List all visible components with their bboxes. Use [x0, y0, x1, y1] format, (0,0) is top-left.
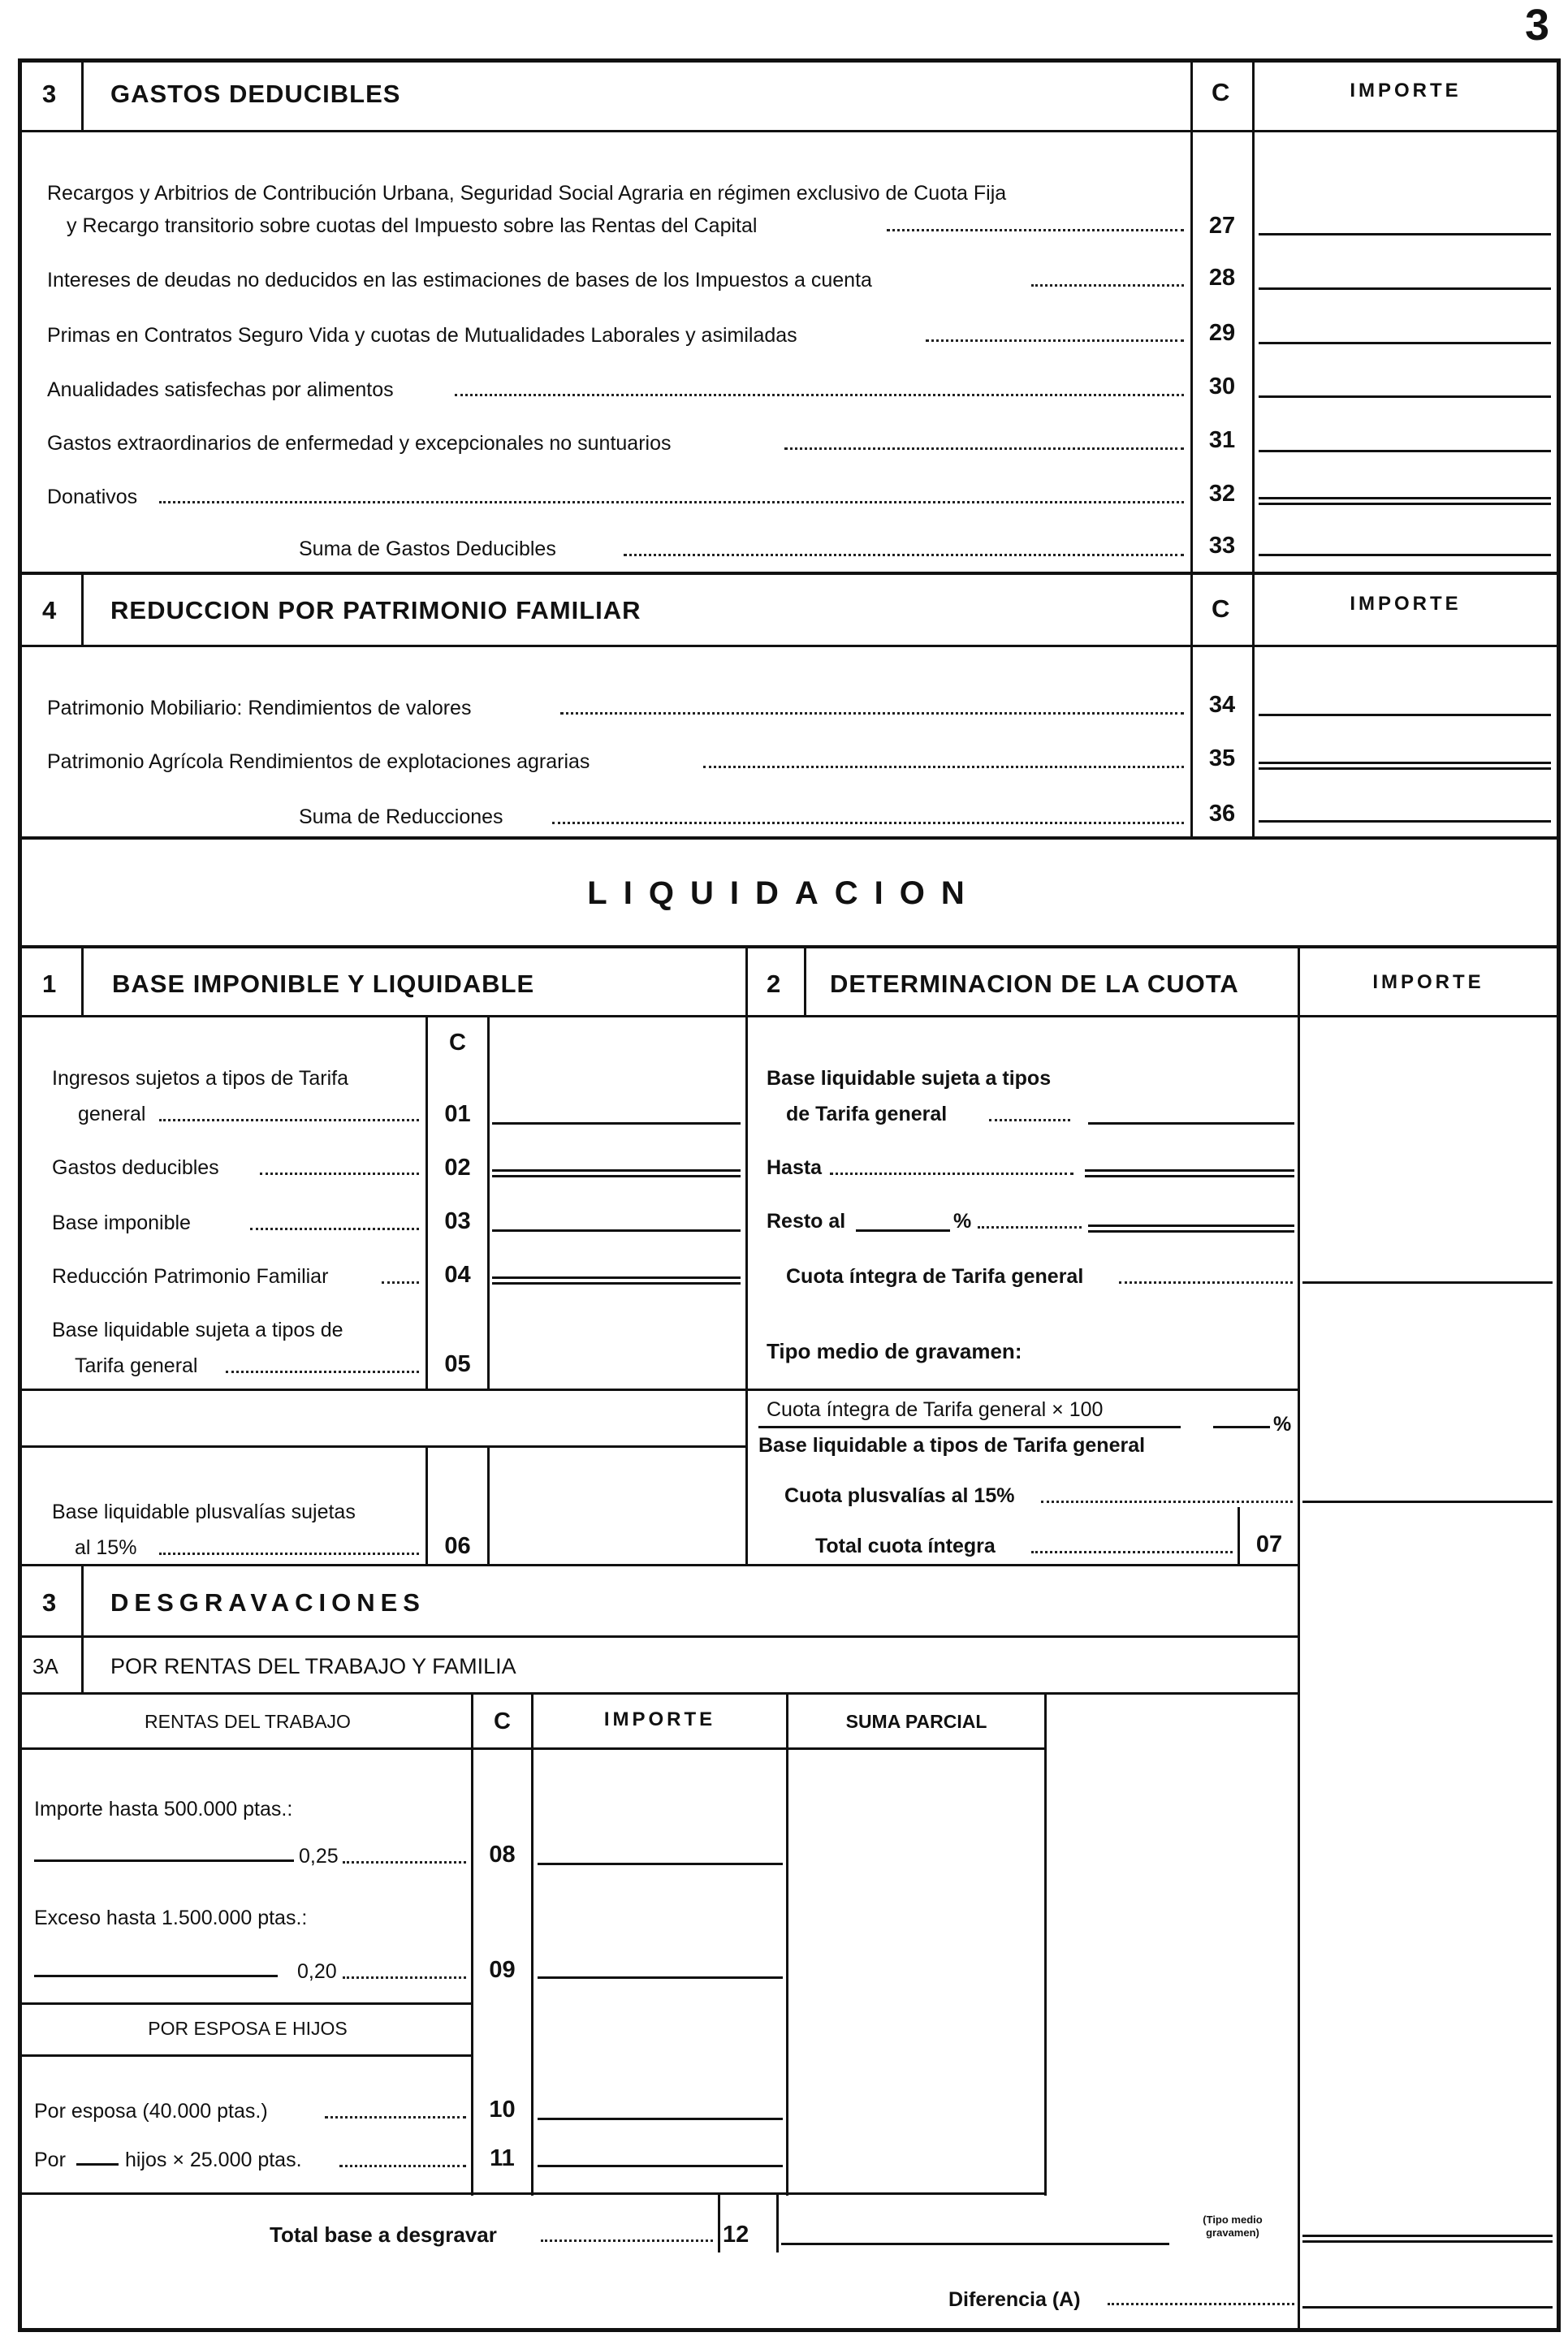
amount-field[interactable] [492, 1276, 741, 1285]
leader-dots [1031, 1551, 1233, 1553]
amount-field[interactable] [1088, 1224, 1294, 1233]
divider [18, 1692, 1299, 1695]
section-title: BASE IMPONIBLE Y LIQUIDABLE [112, 970, 535, 998]
box-code: 04 [444, 1262, 471, 1288]
amount-field[interactable] [538, 1976, 783, 1979]
importe-column-header: IMPORTE [1350, 80, 1462, 102]
row-label: Patrimonio Agrícola Rendimientos de explotaciones agrarias [47, 750, 590, 773]
row-label: Tarifa general [75, 1354, 198, 1377]
divider [531, 1694, 533, 2196]
divider [18, 645, 1561, 647]
divider [425, 1017, 428, 1390]
leader-dots [1108, 2303, 1294, 2305]
fraction-bar [758, 1426, 1181, 1428]
section-number: 2 [767, 970, 782, 998]
frame-left [18, 58, 22, 2332]
fraction-denominator: Base liquidable a tipos de Tarifa general [758, 1434, 1146, 1457]
row-label: Anualidades satisfechas por alimentos [47, 378, 394, 401]
leader-dots [703, 766, 1184, 768]
divider [804, 947, 806, 1017]
importe-column-header: IMPORTE [603, 1708, 716, 1730]
row-label: Por esposa (40.000 ptas.) [34, 2100, 268, 2123]
frame-right [1557, 58, 1561, 2332]
tipo-medio-field[interactable] [1213, 1426, 1270, 1428]
amount-field[interactable] [1302, 2235, 1553, 2243]
code-column-header: C [1212, 594, 1231, 623]
divider [81, 573, 84, 646]
section-number: 1 [42, 970, 58, 998]
row-label: Por [34, 2149, 66, 2171]
divider [18, 572, 1561, 575]
row-label: Reducción Patrimonio Familiar [52, 1265, 329, 1288]
box-code: 31 [1208, 427, 1236, 453]
tipo-medio-label: Tipo medio de gravamen: [767, 1339, 1022, 1363]
row-label: Suma de Reducciones [299, 806, 503, 828]
amount-field[interactable] [1259, 714, 1551, 716]
divider [18, 1015, 1561, 1017]
hasta-label: Hasta [767, 1156, 823, 1179]
hijos-count-field[interactable] [76, 2163, 119, 2166]
tipo-medio-small: (Tipo medio gravamen) [1203, 2214, 1263, 2239]
leader-dots [250, 1228, 419, 1230]
subsection-title: POR RENTAS DEL TRABAJO Y FAMILIA [110, 1654, 516, 1678]
amount-field[interactable] [1259, 450, 1551, 452]
column-header: RENTAS DEL TRABAJO [145, 1711, 351, 1732]
divider [745, 947, 748, 1564]
section-title: DETERMINACION DE LA CUOTA [830, 970, 1239, 998]
leader-dots [339, 2165, 466, 2167]
importe-column-header: IMPORTE [1350, 593, 1462, 615]
box-code: 29 [1208, 320, 1236, 346]
row-label: Gastos deducibles [52, 1156, 219, 1179]
importe-column-header: IMPORTE [1372, 971, 1484, 993]
amount-field[interactable] [1088, 1122, 1294, 1125]
divider [1044, 1694, 1047, 2196]
divider [1298, 947, 1300, 2330]
row-label: Base liquidable sujeta a tipos de [52, 1319, 343, 1341]
row-label: Donativos [47, 486, 138, 508]
factor: 0,20 [297, 1960, 337, 1983]
resto-label: Resto al [767, 1210, 846, 1233]
percent-sign: % [1273, 1413, 1292, 1436]
divider [18, 836, 1561, 840]
box-code: 05 [444, 1351, 471, 1377]
section-number: 3 [42, 1588, 58, 1617]
code-column-header: C [1212, 78, 1231, 106]
amount-field[interactable] [1259, 233, 1551, 235]
diferencia-label: Diferencia (A) [948, 2288, 1081, 2311]
divider [18, 130, 1561, 132]
row-label: Importe hasta 500.000 ptas.: [34, 1798, 293, 1821]
box-code: 09 [489, 1957, 516, 1983]
box-code: 06 [444, 1533, 471, 1559]
row-label: Recargos y Arbitrios de Contribución Urbana, Seguridad Social Agraria en régimen exclusivo de Cuota Fija [47, 182, 1007, 205]
page-number: 3 [1525, 1, 1550, 50]
box-code: 10 [489, 2097, 516, 2123]
amount-field[interactable] [538, 2165, 783, 2167]
multiplicand-field[interactable] [34, 1859, 294, 1862]
amount-field[interactable] [538, 2118, 783, 2120]
box-code: 28 [1208, 265, 1236, 291]
amount-field[interactable] [1302, 1281, 1553, 1284]
amount-field[interactable] [1085, 1169, 1294, 1177]
row-label: Base imponible [52, 1212, 191, 1234]
leader-dots [455, 394, 1184, 396]
divider [81, 58, 84, 132]
row-label: Suma de Gastos Deducibles [299, 538, 556, 560]
leader-dots [784, 447, 1184, 450]
row-label: general [78, 1103, 146, 1125]
leader-dots [159, 501, 1184, 503]
box-code: 36 [1208, 801, 1236, 827]
divider [18, 2192, 1046, 2195]
box-code: 33 [1208, 533, 1236, 559]
fraction-numerator: Cuota íntegra de Tarifa general × 100 [767, 1398, 1104, 1421]
section-title: GASTOS DEDUCIBLES [110, 80, 401, 108]
box-code: 03 [444, 1208, 471, 1234]
divider [1190, 58, 1193, 838]
amount-field[interactable] [1259, 342, 1551, 344]
leader-dots [382, 1281, 419, 1284]
leader-dots [978, 1226, 1082, 1229]
amount-field[interactable] [492, 1229, 741, 1232]
section-number: 3 [42, 80, 58, 108]
divider [18, 1445, 747, 1448]
resto-percent-field[interactable] [856, 1229, 950, 1232]
amount-field[interactable] [1259, 287, 1551, 290]
cuota-label: Base liquidable sujeta a tipos [767, 1067, 1052, 1090]
divider [18, 1564, 1299, 1566]
box-code: 08 [489, 1842, 516, 1868]
row-label: hijos × 25.000 ptas. [125, 2149, 302, 2171]
box-code: 27 [1208, 213, 1236, 239]
divider [81, 947, 84, 1017]
row-label: Exceso hasta 1.500.000 ptas.: [34, 1907, 308, 1929]
leader-dots [560, 712, 1184, 715]
divider [18, 945, 1561, 948]
box-code: 12 [723, 2222, 749, 2248]
box-code: 02 [444, 1155, 471, 1181]
divider [776, 2194, 779, 2252]
amount-field[interactable] [538, 1863, 783, 1865]
leader-dots [159, 1119, 419, 1121]
box-code: 11 [490, 2145, 515, 2171]
leader-dots [989, 1119, 1070, 1121]
leader-dots [325, 2116, 466, 2119]
box-code: 35 [1208, 745, 1236, 771]
leader-dots [830, 1173, 1073, 1175]
percent-sign: % [953, 1210, 972, 1233]
divider [487, 1447, 490, 1566]
code-column-header: C [449, 1030, 466, 1056]
divider [1252, 58, 1255, 838]
amount-field[interactable] [492, 1122, 741, 1125]
factor: 0,25 [299, 1845, 339, 1868]
box-code: 34 [1208, 692, 1236, 718]
cuota-integra-label: Cuota íntegra de Tarifa general [786, 1265, 1084, 1288]
leader-dots [226, 1371, 419, 1373]
divider [18, 1747, 1046, 1750]
leader-dots [260, 1173, 419, 1175]
liquidacion-title: LIQUIDACION [587, 875, 981, 911]
divider [786, 1694, 788, 2196]
divider [18, 1389, 747, 1391]
box-code: 30 [1208, 374, 1236, 400]
leader-dots [624, 554, 1184, 556]
amount-field[interactable] [492, 1169, 741, 1177]
leader-dots [343, 1861, 466, 1864]
suma-parcial-header: SUMA PARCIAL [845, 1711, 987, 1732]
leader-dots [1041, 1501, 1293, 1503]
section-title: REDUCCION POR PATRIMONIO FAMILIAR [110, 596, 641, 624]
divider [18, 1635, 1299, 1638]
row-label: Base liquidable plusvalías sujetas [52, 1501, 356, 1523]
row-label: y Recargo transitorio sobre cuotas del Impuesto sobre las Rentas del Capital [67, 214, 758, 237]
amount-field[interactable] [1259, 762, 1551, 770]
section-number: 4 [42, 596, 58, 624]
subsection-number: 3A [32, 1654, 58, 1678]
leader-dots [926, 339, 1184, 342]
row-label: Intereses de deudas no deducidos en las estimaciones de bases de los Impuestos a cuenta [47, 269, 872, 292]
divider [747, 1389, 1299, 1391]
frame-top [18, 58, 1561, 63]
total-base-field[interactable] [781, 2243, 1169, 2245]
leader-dots [1031, 284, 1184, 287]
box-code: 32 [1208, 481, 1236, 507]
amount-field[interactable] [1259, 497, 1551, 505]
cuota-label: de Tarifa general [786, 1103, 948, 1125]
row-label: al 15% [75, 1536, 137, 1559]
row-label: Patrimonio Mobiliario: Rendimientos de valores [47, 697, 472, 719]
leader-dots [343, 1976, 466, 1979]
divider [18, 2002, 473, 2005]
esposa-hijos-header: POR ESPOSA E HIJOS [148, 2018, 348, 2039]
amount-field[interactable] [1259, 554, 1551, 556]
box-code: 01 [444, 1101, 471, 1127]
total-cuota-label: Total cuota íntegra [815, 1535, 996, 1557]
row-label: Primas en Contratos Seguro Vida y cuotas de Mutualidades Laborales y asimiladas [47, 324, 797, 347]
divider [18, 2054, 473, 2057]
code-column-header: C [494, 1708, 511, 1734]
divider [718, 2194, 720, 2252]
amount-field[interactable] [1259, 820, 1551, 823]
box-code: 07 [1255, 1531, 1283, 1557]
section-title: DESGRAVACIONES [110, 1588, 425, 1617]
divider [81, 1566, 84, 1694]
leader-dots [887, 229, 1184, 231]
multiplicand-field[interactable] [34, 1975, 278, 1977]
diferencia-field[interactable] [1302, 2306, 1553, 2309]
leader-dots [1119, 1281, 1293, 1284]
amount-field[interactable] [1302, 1501, 1553, 1503]
leader-dots [159, 1553, 419, 1555]
leader-dots [552, 822, 1184, 824]
row-label: Ingresos sujetos a tipos de Tarifa [52, 1067, 349, 1090]
frame-bottom [18, 2328, 1561, 2332]
divider [487, 1017, 490, 1390]
plusvalias-label: Cuota plusvalías al 15% [784, 1484, 1015, 1507]
row-label: Gastos extraordinarios de enfermedad y excepcionales no suntuarios [47, 432, 672, 455]
amount-field[interactable] [1259, 395, 1551, 398]
total-base-label: Total base a desgravar [270, 2222, 497, 2247]
leader-dots [541, 2239, 713, 2242]
